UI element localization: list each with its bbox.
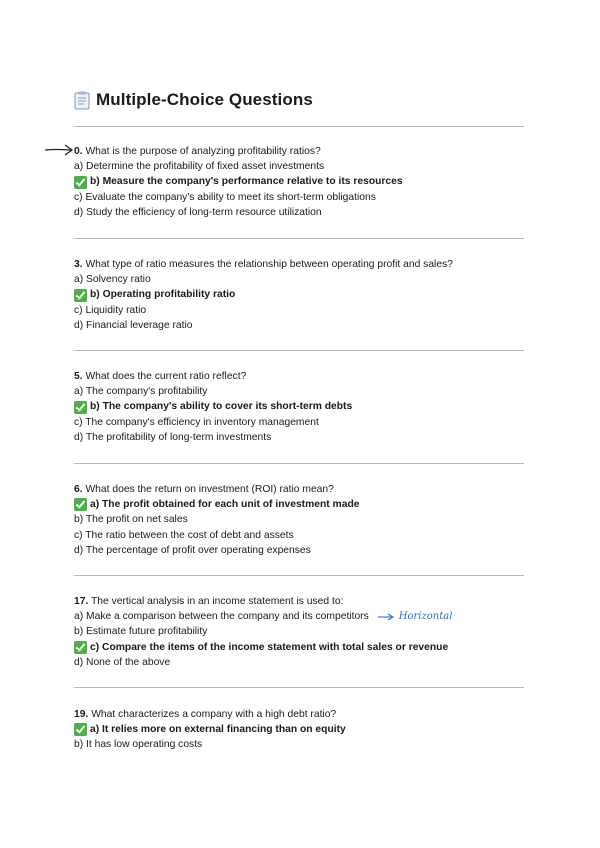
- option-text: c) Liquidity ratio: [74, 304, 147, 316]
- option-text: a) Solvency ratio: [74, 274, 151, 286]
- question-number: 3.: [74, 259, 83, 270]
- option-text: a) Determine the profitability of fixed asset investments: [74, 161, 325, 173]
- answer-option: [74, 543, 544, 558]
- correct-answer-option: [74, 722, 544, 737]
- option-text: c) Evaluate the company's ability to meet its short-term obligations: [74, 191, 376, 203]
- handwritten-arrow-icon: [377, 613, 395, 621]
- question-text: [74, 482, 544, 497]
- question-block: [74, 257, 544, 333]
- question-number: 17.: [74, 596, 89, 607]
- answer-option: [74, 609, 544, 624]
- question-block: [74, 369, 544, 445]
- question-prompt: What is the purpose of analyzing profitability ratios?: [85, 146, 321, 157]
- question-prompt: What characterizes a company with a high debt ratio?: [91, 709, 337, 720]
- answer-option: [74, 159, 544, 174]
- option-text: c) Compare the items of the income statement with total sales or revenue: [90, 641, 449, 653]
- question-text: [74, 144, 544, 159]
- option-text: d) Financial leverage ratio: [74, 319, 193, 331]
- answer-option: [74, 272, 544, 287]
- question-text: [74, 257, 544, 272]
- divider: [74, 350, 524, 351]
- handwritten-note-text: Horizontal: [398, 611, 453, 623]
- divider: [74, 463, 524, 464]
- answer-option: [74, 655, 544, 670]
- question-block: [74, 707, 544, 753]
- question-number: 6.: [74, 484, 83, 495]
- answer-option: [74, 528, 544, 543]
- correct-answer-option: [74, 497, 544, 512]
- question-text: [74, 707, 544, 722]
- answer-option: [74, 430, 544, 445]
- correct-answer-option: [74, 174, 544, 189]
- option-text: b) It has low operating costs: [74, 739, 203, 751]
- option-text: c) The company's efficiency in inventory management: [74, 416, 319, 428]
- option-text: d) The profitability of long-term investments: [74, 431, 272, 443]
- question-number: 5.: [74, 371, 83, 382]
- answer-option: [74, 737, 544, 752]
- check-mark-icon: [74, 641, 87, 654]
- question-block: [74, 482, 544, 558]
- page-title: Multiple-Choice Questions: [96, 90, 313, 109]
- check-mark-icon: [74, 176, 87, 189]
- answer-option: [74, 205, 544, 220]
- question-prompt: The vertical analysis in an income statement is used to:: [91, 596, 344, 607]
- correct-answer-option: [74, 640, 544, 655]
- option-text: a) Make a comparison between the company and its competitors: [74, 611, 369, 623]
- correct-answer-option: [74, 287, 544, 302]
- answer-option: [74, 190, 544, 205]
- question-prompt: What does the return on investment (ROI) ratio mean?: [85, 484, 334, 495]
- answer-option: [74, 303, 544, 318]
- handwritten-arrow-icon: [44, 143, 76, 157]
- question-number: 0.: [74, 146, 83, 157]
- check-mark-icon: [74, 289, 87, 302]
- option-text: d) None of the above: [74, 656, 171, 668]
- answer-option: [74, 512, 544, 527]
- check-mark-icon: [74, 401, 87, 414]
- option-text: c) The ratio between the cost of debt and assets: [74, 529, 294, 541]
- page-header: [74, 90, 313, 110]
- option-text: d) The percentage of profit over operating expenses: [74, 544, 311, 556]
- option-text: b) Operating profitability ratio: [90, 289, 236, 301]
- answer-option: [74, 415, 544, 430]
- option-text: d) Study the efficiency of long-term resource utilization: [74, 206, 322, 218]
- question-number: 19.: [74, 709, 89, 720]
- question-prompt: What does the current ratio reflect?: [85, 371, 247, 382]
- check-mark-icon: [74, 723, 87, 736]
- divider: [74, 238, 524, 239]
- divider: [74, 126, 524, 127]
- notepad-icon: [74, 91, 90, 110]
- divider: [74, 687, 524, 688]
- option-text: b) Estimate future profitability: [74, 626, 208, 638]
- handwritten-note: [377, 609, 453, 624]
- option-text: b) The company's ability to cover its short-term debts: [90, 401, 353, 413]
- check-mark-icon: [74, 498, 87, 511]
- option-text: a) The company's profitability: [74, 386, 208, 398]
- answer-option: [74, 318, 544, 333]
- option-text: a) It relies more on external financing than on equity: [90, 724, 346, 736]
- option-text: a) The profit obtained for each unit of investment made: [90, 499, 360, 511]
- option-text: b) The profit on net sales: [74, 514, 188, 526]
- answer-option: [74, 384, 544, 399]
- divider: [74, 575, 524, 576]
- question-block: [74, 594, 544, 670]
- answer-option: [74, 624, 544, 639]
- question-text: [74, 594, 544, 609]
- question-text: [74, 369, 544, 384]
- option-text: b) Measure the company's performance relative to its resources: [90, 176, 403, 188]
- question-prompt: What type of ratio measures the relationship between operating profit and sales?: [85, 259, 453, 270]
- question-block: [74, 144, 544, 220]
- correct-answer-option: [74, 399, 544, 414]
